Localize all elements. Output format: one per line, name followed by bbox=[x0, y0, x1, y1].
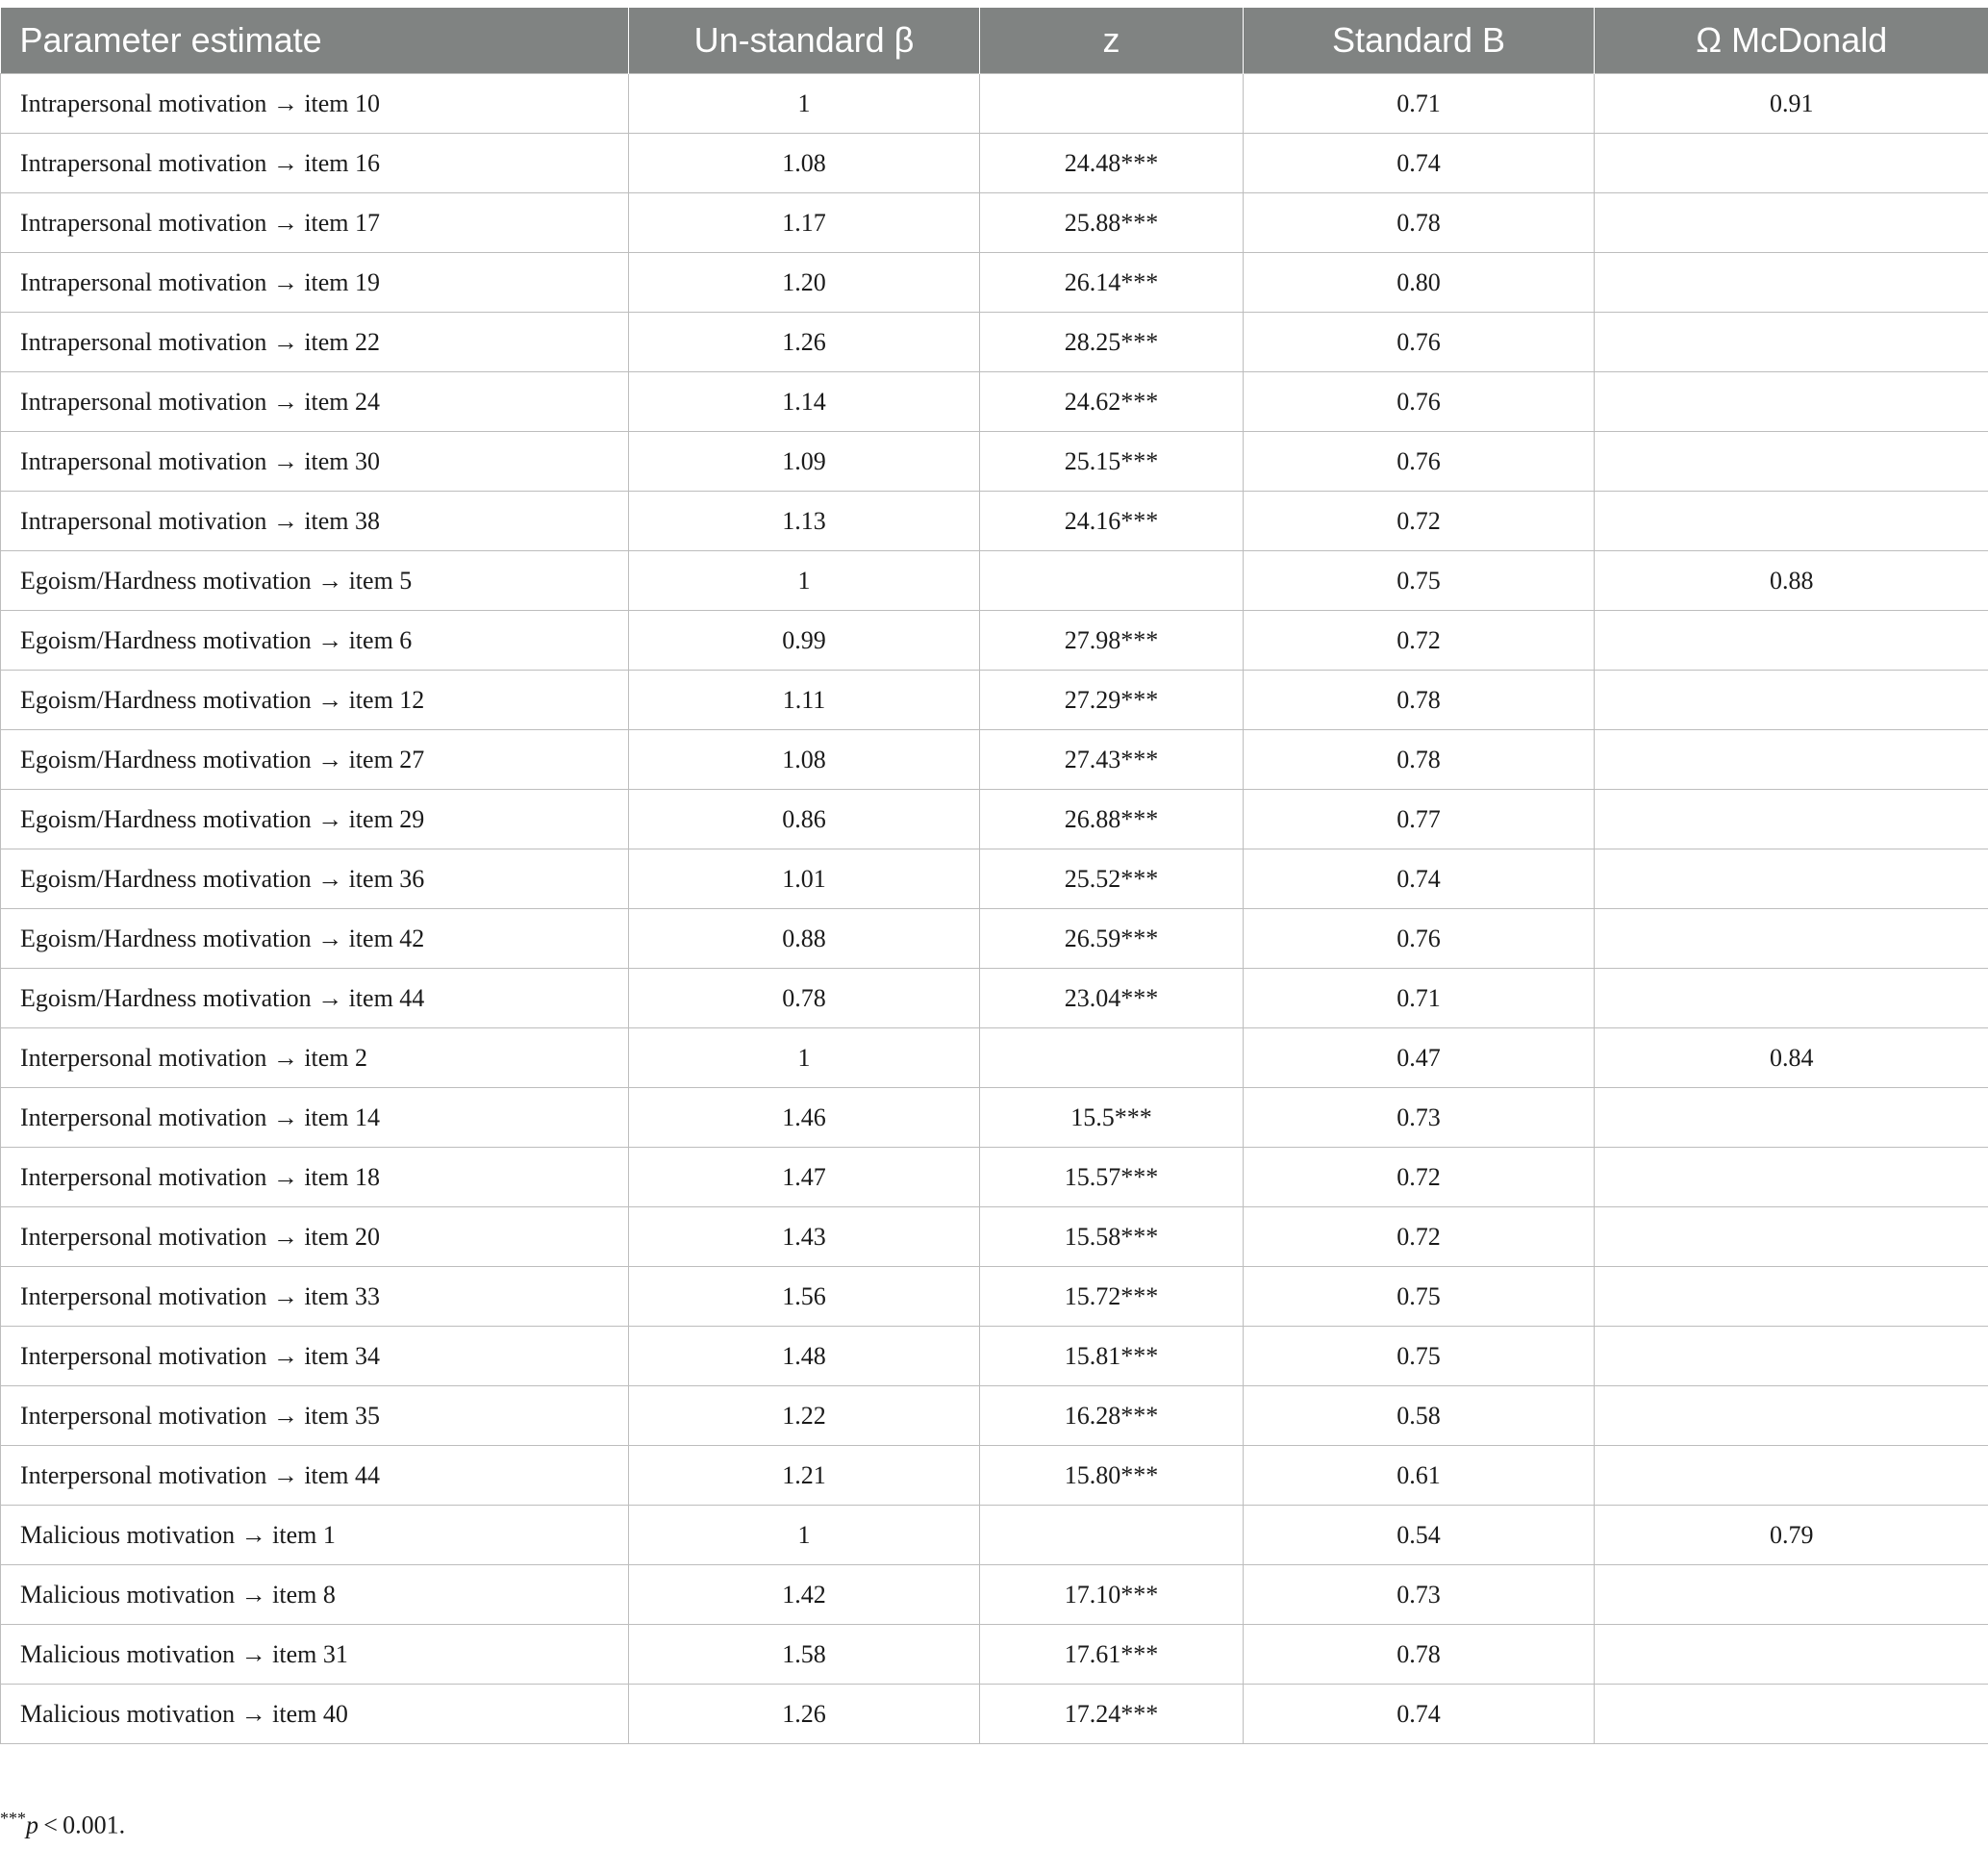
cell-omega bbox=[1595, 1565, 1988, 1625]
cell-standard-b: 0.71 bbox=[1244, 74, 1595, 134]
cell-parameter: Egoism/Hardness motivation → item 36 bbox=[1, 849, 629, 909]
cell-omega bbox=[1595, 134, 1988, 193]
cell-unstandard-beta: 0.78 bbox=[629, 969, 980, 1028]
cell-unstandard-beta: 1.13 bbox=[629, 492, 980, 551]
cell-parameter: Malicious motivation → item 1 bbox=[1, 1506, 629, 1565]
footnote-text: < 0.001. bbox=[38, 1811, 126, 1839]
cell-parameter: Intrapersonal motivation → item 38 bbox=[1, 492, 629, 551]
cell-parameter: Egoism/Hardness motivation → item 42 bbox=[1, 909, 629, 969]
cell-unstandard-beta: 1 bbox=[629, 74, 980, 134]
cell-omega bbox=[1595, 1207, 1988, 1267]
table-row bbox=[1, 671, 1988, 730]
cell-standard-b: 0.54 bbox=[1244, 1506, 1595, 1565]
cell-omega bbox=[1595, 969, 1988, 1028]
cell-omega bbox=[1595, 1327, 1988, 1386]
cell-parameter: Intrapersonal motivation → item 10 bbox=[1, 74, 629, 134]
cell-z: 26.14*** bbox=[980, 253, 1244, 313]
table-row bbox=[1, 1625, 1988, 1685]
table-row bbox=[1, 611, 1988, 671]
cell-standard-b: 0.80 bbox=[1244, 253, 1595, 313]
cell-standard-b: 0.58 bbox=[1244, 1386, 1595, 1446]
header-row bbox=[1, 8, 1988, 74]
table-row bbox=[1, 909, 1988, 969]
table-row bbox=[1, 193, 1988, 253]
table-row bbox=[1, 313, 1988, 372]
cell-standard-b: 0.72 bbox=[1244, 1207, 1595, 1267]
cell-unstandard-beta: 1 bbox=[629, 551, 980, 611]
cell-z: 25.15*** bbox=[980, 432, 1244, 492]
cell-omega bbox=[1595, 1148, 1988, 1207]
cell-standard-b: 0.73 bbox=[1244, 1088, 1595, 1148]
header-unstandard-beta: Un-standard β bbox=[629, 8, 980, 74]
table-row bbox=[1, 1267, 1988, 1327]
cell-standard-b: 0.71 bbox=[1244, 969, 1595, 1028]
cell-unstandard-beta: 1.48 bbox=[629, 1327, 980, 1386]
cell-z: 23.04*** bbox=[980, 969, 1244, 1028]
cell-standard-b: 0.78 bbox=[1244, 1625, 1595, 1685]
cell-omega bbox=[1595, 611, 1988, 671]
cell-unstandard-beta: 0.86 bbox=[629, 790, 980, 849]
table-row bbox=[1, 74, 1988, 134]
table-row bbox=[1, 372, 1988, 432]
cell-unstandard-beta: 1.58 bbox=[629, 1625, 980, 1685]
cell-unstandard-beta: 1.20 bbox=[629, 253, 980, 313]
cell-unstandard-beta: 1.43 bbox=[629, 1207, 980, 1267]
table-row bbox=[1, 969, 1988, 1028]
table-row bbox=[1, 730, 1988, 790]
table-row bbox=[1, 492, 1988, 551]
cell-unstandard-beta: 1.22 bbox=[629, 1386, 980, 1446]
table-body bbox=[1, 74, 1988, 1744]
parameter-estimates-table bbox=[0, 8, 1988, 1744]
cell-z: 15.57*** bbox=[980, 1148, 1244, 1207]
cell-z: 15.81*** bbox=[980, 1327, 1244, 1386]
cell-unstandard-beta: 1.08 bbox=[629, 134, 980, 193]
cell-standard-b: 0.76 bbox=[1244, 372, 1595, 432]
cell-standard-b: 0.61 bbox=[1244, 1446, 1595, 1506]
cell-z: 25.88*** bbox=[980, 193, 1244, 253]
cell-parameter: Egoism/Hardness motivation → item 27 bbox=[1, 730, 629, 790]
cell-standard-b: 0.73 bbox=[1244, 1565, 1595, 1625]
header-omega-mcdonald: Ω McDonald bbox=[1595, 8, 1988, 74]
header-standard-b: Standard Β bbox=[1244, 8, 1595, 74]
cell-z: 26.59*** bbox=[980, 909, 1244, 969]
table-row bbox=[1, 1565, 1988, 1625]
footnote bbox=[0, 1809, 125, 1840]
cell-standard-b: 0.78 bbox=[1244, 730, 1595, 790]
cell-unstandard-beta: 1.46 bbox=[629, 1088, 980, 1148]
cell-omega bbox=[1595, 1386, 1988, 1446]
cell-parameter: Egoism/Hardness motivation → item 29 bbox=[1, 790, 629, 849]
cell-z: 15.80*** bbox=[980, 1446, 1244, 1506]
table-row bbox=[1, 1446, 1988, 1506]
cell-parameter: Interpersonal motivation → item 18 bbox=[1, 1148, 629, 1207]
header-parameter-estimate: Parameter estimate bbox=[1, 8, 629, 74]
cell-parameter: Intrapersonal motivation → item 17 bbox=[1, 193, 629, 253]
cell-parameter: Interpersonal motivation → item 2 bbox=[1, 1028, 629, 1088]
cell-parameter: Intrapersonal motivation → item 24 bbox=[1, 372, 629, 432]
cell-standard-b: 0.74 bbox=[1244, 849, 1595, 909]
cell-unstandard-beta: 1 bbox=[629, 1506, 980, 1565]
cell-parameter: Interpersonal motivation → item 35 bbox=[1, 1386, 629, 1446]
cell-standard-b: 0.75 bbox=[1244, 1267, 1595, 1327]
cell-unstandard-beta: 1.01 bbox=[629, 849, 980, 909]
cell-parameter: Egoism/Hardness motivation → item 6 bbox=[1, 611, 629, 671]
cell-omega bbox=[1595, 790, 1988, 849]
cell-z: 16.28*** bbox=[980, 1386, 1244, 1446]
table-row bbox=[1, 1207, 1988, 1267]
cell-z: 27.29*** bbox=[980, 671, 1244, 730]
cell-unstandard-beta: 1.47 bbox=[629, 1148, 980, 1207]
footnote-p: p bbox=[26, 1811, 38, 1839]
cell-z: 28.25*** bbox=[980, 313, 1244, 372]
cell-z: 26.88*** bbox=[980, 790, 1244, 849]
cell-unstandard-beta: 1.26 bbox=[629, 313, 980, 372]
cell-parameter: Interpersonal motivation → item 33 bbox=[1, 1267, 629, 1327]
table-row bbox=[1, 1386, 1988, 1446]
cell-z: 27.43*** bbox=[980, 730, 1244, 790]
cell-standard-b: 0.76 bbox=[1244, 313, 1595, 372]
cell-standard-b: 0.75 bbox=[1244, 1327, 1595, 1386]
cell-omega: 0.84 bbox=[1595, 1028, 1988, 1088]
cell-z: 17.24*** bbox=[980, 1685, 1244, 1744]
table-row bbox=[1, 849, 1988, 909]
cell-omega: 0.91 bbox=[1595, 74, 1988, 134]
cell-z: 25.52*** bbox=[980, 849, 1244, 909]
cell-z: 17.61*** bbox=[980, 1625, 1244, 1685]
cell-omega bbox=[1595, 1446, 1988, 1506]
table-row bbox=[1, 134, 1988, 193]
cell-standard-b: 0.72 bbox=[1244, 1148, 1595, 1207]
cell-unstandard-beta: 1.17 bbox=[629, 193, 980, 253]
cell-omega bbox=[1595, 492, 1988, 551]
cell-unstandard-beta: 1.21 bbox=[629, 1446, 980, 1506]
cell-standard-b: 0.74 bbox=[1244, 134, 1595, 193]
cell-omega bbox=[1595, 253, 1988, 313]
table-row bbox=[1, 1148, 1988, 1207]
cell-standard-b: 0.76 bbox=[1244, 909, 1595, 969]
header-z: z bbox=[980, 8, 1244, 74]
table-row bbox=[1, 432, 1988, 492]
cell-parameter: Intrapersonal motivation → item 30 bbox=[1, 432, 629, 492]
cell-parameter: Intrapersonal motivation → item 22 bbox=[1, 313, 629, 372]
cell-omega bbox=[1595, 1267, 1988, 1327]
cell-omega bbox=[1595, 730, 1988, 790]
table-row bbox=[1, 1327, 1988, 1386]
cell-standard-b: 0.78 bbox=[1244, 671, 1595, 730]
cell-standard-b: 0.76 bbox=[1244, 432, 1595, 492]
cell-parameter: Egoism/Hardness motivation → item 12 bbox=[1, 671, 629, 730]
cell-parameter: Interpersonal motivation → item 44 bbox=[1, 1446, 629, 1506]
cell-parameter: Intrapersonal motivation → item 16 bbox=[1, 134, 629, 193]
cell-z: 27.98*** bbox=[980, 611, 1244, 671]
cell-parameter: Interpersonal motivation → item 20 bbox=[1, 1207, 629, 1267]
cell-parameter: Malicious motivation → item 8 bbox=[1, 1565, 629, 1625]
cell-z bbox=[980, 551, 1244, 611]
cell-omega bbox=[1595, 313, 1988, 372]
cell-z bbox=[980, 1506, 1244, 1565]
cell-parameter: Intrapersonal motivation → item 19 bbox=[1, 253, 629, 313]
table-row bbox=[1, 1088, 1988, 1148]
footnote-symbol: *** bbox=[0, 1809, 26, 1828]
cell-unstandard-beta: 1 bbox=[629, 1028, 980, 1088]
cell-parameter: Malicious motivation → item 31 bbox=[1, 1625, 629, 1685]
cell-parameter: Egoism/Hardness motivation → item 44 bbox=[1, 969, 629, 1028]
cell-omega: 0.79 bbox=[1595, 1506, 1988, 1565]
cell-standard-b: 0.75 bbox=[1244, 551, 1595, 611]
cell-omega bbox=[1595, 671, 1988, 730]
cell-z: 24.48*** bbox=[980, 134, 1244, 193]
cell-omega bbox=[1595, 1088, 1988, 1148]
cell-standard-b: 0.72 bbox=[1244, 492, 1595, 551]
cell-unstandard-beta: 1.08 bbox=[629, 730, 980, 790]
cell-z: 15.58*** bbox=[980, 1207, 1244, 1267]
cell-z: 17.10*** bbox=[980, 1565, 1244, 1625]
cell-unstandard-beta: 1.26 bbox=[629, 1685, 980, 1744]
cell-z bbox=[980, 1028, 1244, 1088]
cell-omega bbox=[1595, 193, 1988, 253]
cell-omega bbox=[1595, 1685, 1988, 1744]
cell-standard-b: 0.74 bbox=[1244, 1685, 1595, 1744]
cell-omega bbox=[1595, 849, 1988, 909]
cell-z: 24.16*** bbox=[980, 492, 1244, 551]
cell-omega bbox=[1595, 1625, 1988, 1685]
cell-z: 15.5*** bbox=[980, 1088, 1244, 1148]
cell-unstandard-beta: 1.09 bbox=[629, 432, 980, 492]
cell-unstandard-beta: 0.99 bbox=[629, 611, 980, 671]
table-row bbox=[1, 790, 1988, 849]
cell-standard-b: 0.77 bbox=[1244, 790, 1595, 849]
cell-parameter: Interpersonal motivation → item 34 bbox=[1, 1327, 629, 1386]
cell-unstandard-beta: 1.11 bbox=[629, 671, 980, 730]
cell-omega bbox=[1595, 909, 1988, 969]
cell-z bbox=[980, 74, 1244, 134]
table-row bbox=[1, 551, 1988, 611]
cell-standard-b: 0.47 bbox=[1244, 1028, 1595, 1088]
cell-unstandard-beta: 1.14 bbox=[629, 372, 980, 432]
cell-z: 15.72*** bbox=[980, 1267, 1244, 1327]
table-row bbox=[1, 1506, 1988, 1565]
cell-unstandard-beta: 1.56 bbox=[629, 1267, 980, 1327]
cell-standard-b: 0.72 bbox=[1244, 611, 1595, 671]
cell-omega bbox=[1595, 432, 1988, 492]
cell-z: 24.62*** bbox=[980, 372, 1244, 432]
table-row bbox=[1, 1028, 1988, 1088]
table-container bbox=[0, 8, 1988, 1744]
cell-standard-b: 0.78 bbox=[1244, 193, 1595, 253]
table-row bbox=[1, 1685, 1988, 1744]
cell-omega: 0.88 bbox=[1595, 551, 1988, 611]
cell-omega bbox=[1595, 372, 1988, 432]
table-row bbox=[1, 253, 1988, 313]
cell-unstandard-beta: 0.88 bbox=[629, 909, 980, 969]
cell-parameter: Interpersonal motivation → item 14 bbox=[1, 1088, 629, 1148]
cell-unstandard-beta: 1.42 bbox=[629, 1565, 980, 1625]
cell-parameter: Malicious motivation → item 40 bbox=[1, 1685, 629, 1744]
cell-parameter: Egoism/Hardness motivation → item 5 bbox=[1, 551, 629, 611]
